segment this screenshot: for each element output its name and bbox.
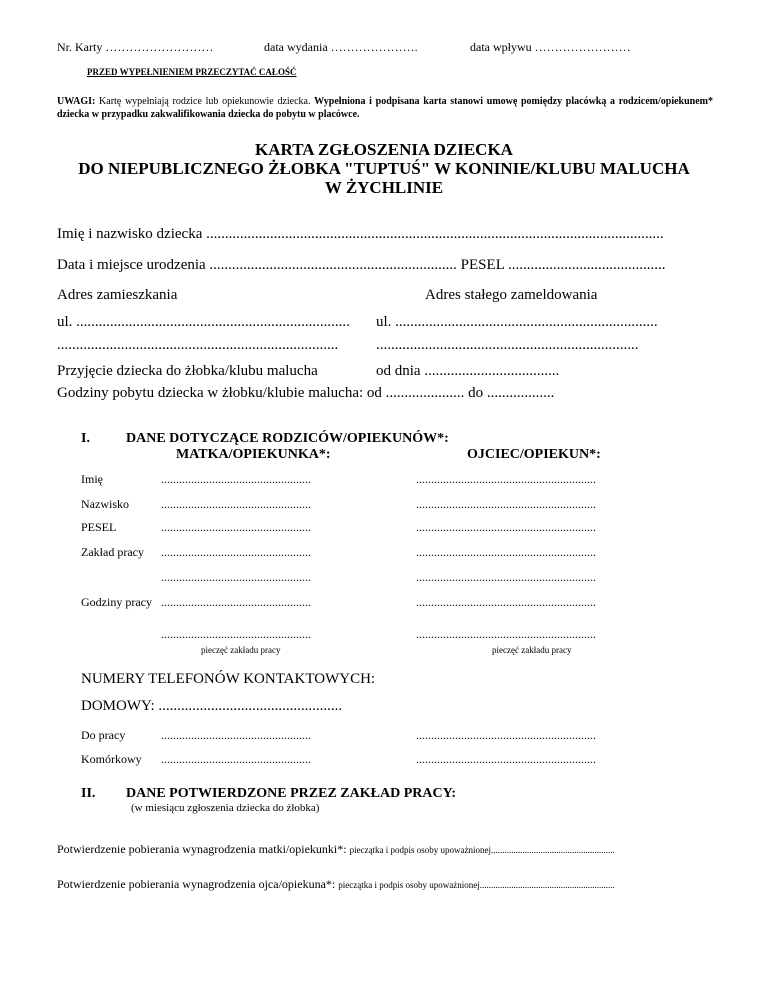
parent-row-label: Nazwisko xyxy=(81,497,129,511)
mobile-phone-father-dots: ............................................................ xyxy=(416,752,596,766)
residence-street-field: ul. ......................................................................... xyxy=(57,314,350,330)
residence-address-label: Adres zamieszkania xyxy=(57,287,178,303)
remarks-label: UWAGI: xyxy=(57,96,96,107)
work-phone-label: Do pracy xyxy=(81,728,126,742)
section-2-subtitle: (w miesiącu zgłoszenia dziecka do żłobka) xyxy=(131,802,320,814)
work-phone-mother-dots: .................................................. xyxy=(161,728,311,742)
stay-hours-field: Godziny pobytu dziecka w żłobku/klubie malucha: od ..................... do .................. xyxy=(57,385,555,401)
mobile-phone-mother-dots: .................................................. xyxy=(161,752,311,766)
work-phone-father-dots: ............................................................ xyxy=(416,728,596,742)
child-birth-field: Data i miejsce urodzenia .................................................................. PESEL .......................................... xyxy=(57,257,666,273)
mother-field-dots: .................................................. xyxy=(161,472,311,486)
remarks-paragraph xyxy=(57,95,713,121)
residence-extra-line: ........................................................................... xyxy=(57,337,339,353)
issue-date-field: data wydania …………………. xyxy=(264,40,418,54)
father-column-header: OJCIEC/OPIEKUN*: xyxy=(467,447,601,462)
title-line-1: KARTA ZGŁOSZENIA DZIECKA xyxy=(255,140,513,159)
section-2-numeral: II. xyxy=(81,786,96,801)
mobile-phone-label: Komórkowy xyxy=(81,752,142,766)
mother-field-dots: .................................................. xyxy=(161,545,311,559)
father-salary-confirm xyxy=(57,877,615,892)
section-1-numeral: I. xyxy=(81,431,90,446)
registered-extra-line: ...................................................................... xyxy=(376,337,639,353)
father-stamp-caption: pieczęć zakładu pracy xyxy=(492,645,572,655)
registered-address-label: Adres stałego zameldowania xyxy=(425,287,598,303)
mother-stamp-caption: pieczęć zakładu pracy xyxy=(201,645,281,655)
father-field-dots: ............................................................ xyxy=(416,545,596,559)
child-name-field: Imię i nazwisko dziecka .......................................................................................................................... xyxy=(57,226,664,242)
mother-field-dots: .................................................. xyxy=(161,627,311,641)
parent-row-label: Imię xyxy=(81,472,103,486)
registered-street-field: ul. ...................................................................... xyxy=(376,314,658,330)
card-number-field: Nr. Karty ……………………… xyxy=(57,40,214,54)
remarks-bold-text: Wypełniona i podpisana karta stanowi umowę pomiędzy placówką a rodzicem/opiekunem* dziecka w przypadku zakwalifikowania dziecka do pobytu w placówce. xyxy=(57,96,714,120)
mother-salary-confirm xyxy=(57,842,615,857)
phones-title: NUMERY TELEFONÓW KONTAKTOWYCH: xyxy=(81,671,376,687)
receipt-date-field: data wpływu …………………… xyxy=(470,40,631,54)
mother-column-header: MATKA/OPIEKUNKA*: xyxy=(176,447,331,462)
mother-field-dots: .................................................. xyxy=(161,497,311,511)
section-1-title: DANE DOTYCZĄCE RODZICÓW/OPIEKUNÓW*: xyxy=(126,431,449,446)
father-salary-label: Potwierdzenie pobierania wynagrodzenia ojca/opiekuna*: xyxy=(57,877,336,891)
title-line-2: DO NIEPUBLICZNEGO ŻŁOBKA "TUPTUŚ" W KONINIE/KLUBU MALUCHA xyxy=(78,159,690,178)
mother-field-dots: .................................................. xyxy=(161,570,311,584)
parent-row-label: PESEL xyxy=(81,520,117,534)
father-field-dots: ............................................................ xyxy=(416,570,596,584)
father-field-dots: ............................................................ xyxy=(416,472,596,486)
title-line-3: W ŻYCHLINIE xyxy=(324,178,444,197)
read-first-notice: PRZED WYPEŁNIENIEM PRZECZYTAĆ CAŁOŚĆ xyxy=(87,67,297,77)
father-field-dots: ............................................................ xyxy=(416,627,596,641)
father-salary-stamp: pieczątka i podpis osoby upoważnionej............................................................ xyxy=(338,880,615,890)
father-field-dots: ............................................................ xyxy=(416,595,596,609)
parent-row-label: Godziny pracy xyxy=(81,595,152,609)
remarks-text: Kartę wypełniają rodzice lub opiekunowie dziecka. xyxy=(95,96,315,107)
form-title xyxy=(0,140,768,197)
mother-field-dots: .................................................. xyxy=(161,520,311,534)
father-field-dots: ............................................................ xyxy=(416,497,596,511)
section-2-title: DANE POTWIERDZONE PRZEZ ZAKŁAD PRACY: xyxy=(126,786,457,801)
admission-label: Przyjęcie dziecka do żłobka/klubu malucha xyxy=(57,363,318,379)
parent-row-label: Zakład pracy xyxy=(81,545,144,559)
admission-date-field: od dnia .................................... xyxy=(376,363,560,379)
mother-field-dots: .................................................. xyxy=(161,595,311,609)
mother-salary-label: Potwierdzenie pobierania wynagrodzenia matki/opiekunki*: xyxy=(57,842,347,856)
home-phone-field: DOMOWY: ................................................. xyxy=(81,698,343,714)
father-field-dots: ............................................................ xyxy=(416,520,596,534)
mother-salary-stamp: pieczątka i podpis osoby upoważnionej....................................................... xyxy=(349,845,615,855)
